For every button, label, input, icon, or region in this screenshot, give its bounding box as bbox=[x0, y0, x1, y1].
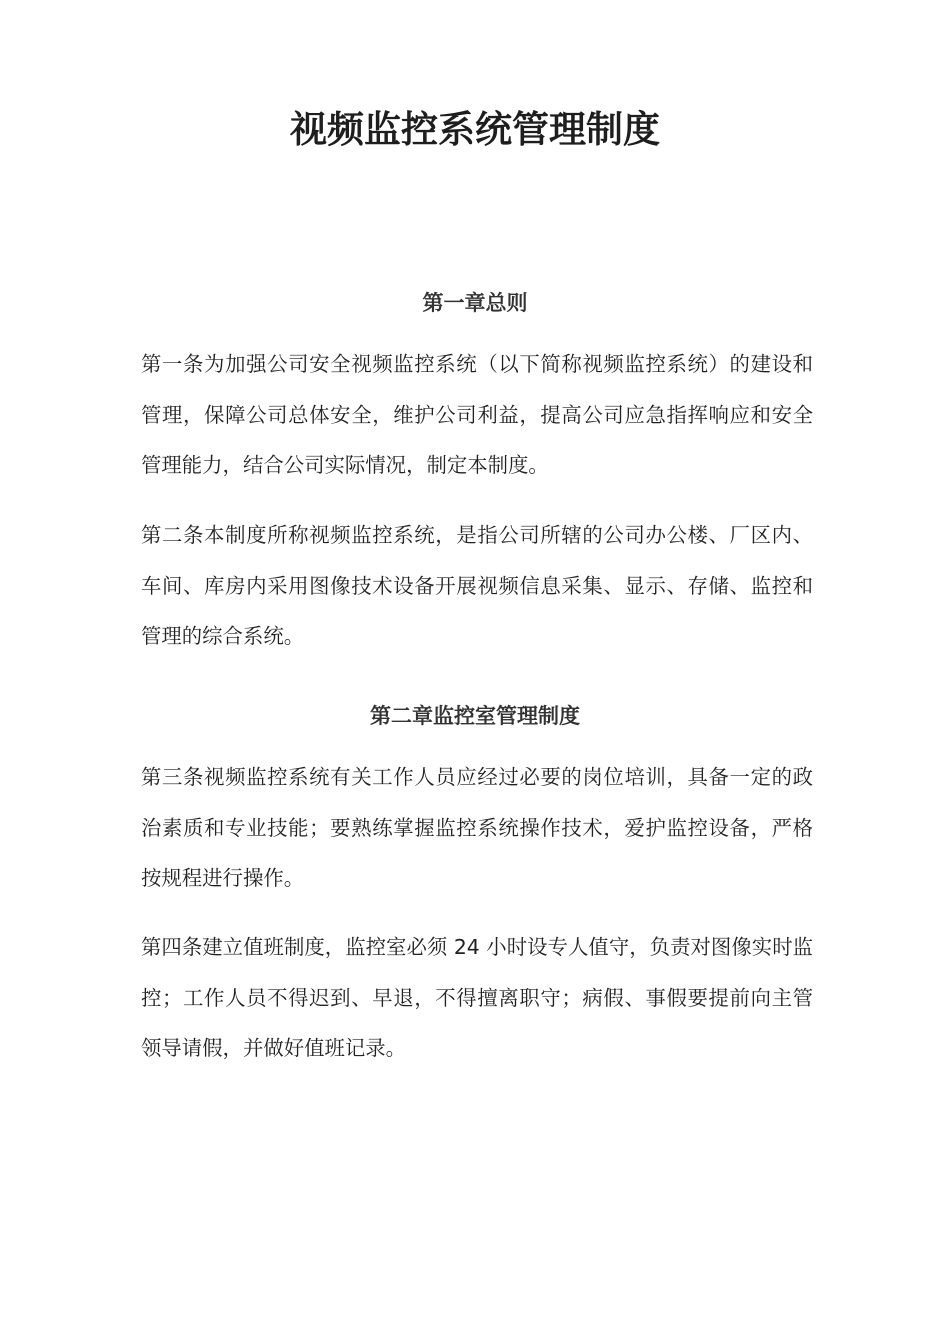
document-title: 视频监控系统管理制度 bbox=[290, 108, 660, 151]
article-paragraph: 第四条建立值班制度，监控室必须 24 小时设专人值守，负责对图像实时监控；工作人员不得迟到、早退，不得擅离职守；病假、事假要提前向主管领导请假，并做好值班记录。 bbox=[141, 935, 813, 1060]
chapter-heading: 第一章总则 bbox=[422, 290, 528, 315]
article-paragraph: 第一条为加强公司安全视频监控系统（以下简称视频监控系统）的建设和管理，保障公司总体安全，维护公司利益，提高公司应急指挥响应和安全管理能力，结合公司实际情况，制定本制度。 bbox=[141, 352, 813, 477]
article-paragraph: 第二条本制度所称视频监控系统，是指公司所辖的公司办公楼、厂区内、车间、库房内采用图像技术设备开展视频信息采集、显示、存储、监控和管理的综合系统。 bbox=[141, 523, 813, 648]
article-paragraph: 第三条视频监控系统有关工作人员应经过必要的岗位培训，具备一定的政治素质和专业技能；要熟练掌握监控系统操作技术，爱护监控设备，严格按规程进行操作。 bbox=[141, 765, 813, 890]
chapter-heading: 第二章监控室管理制度 bbox=[370, 703, 580, 728]
